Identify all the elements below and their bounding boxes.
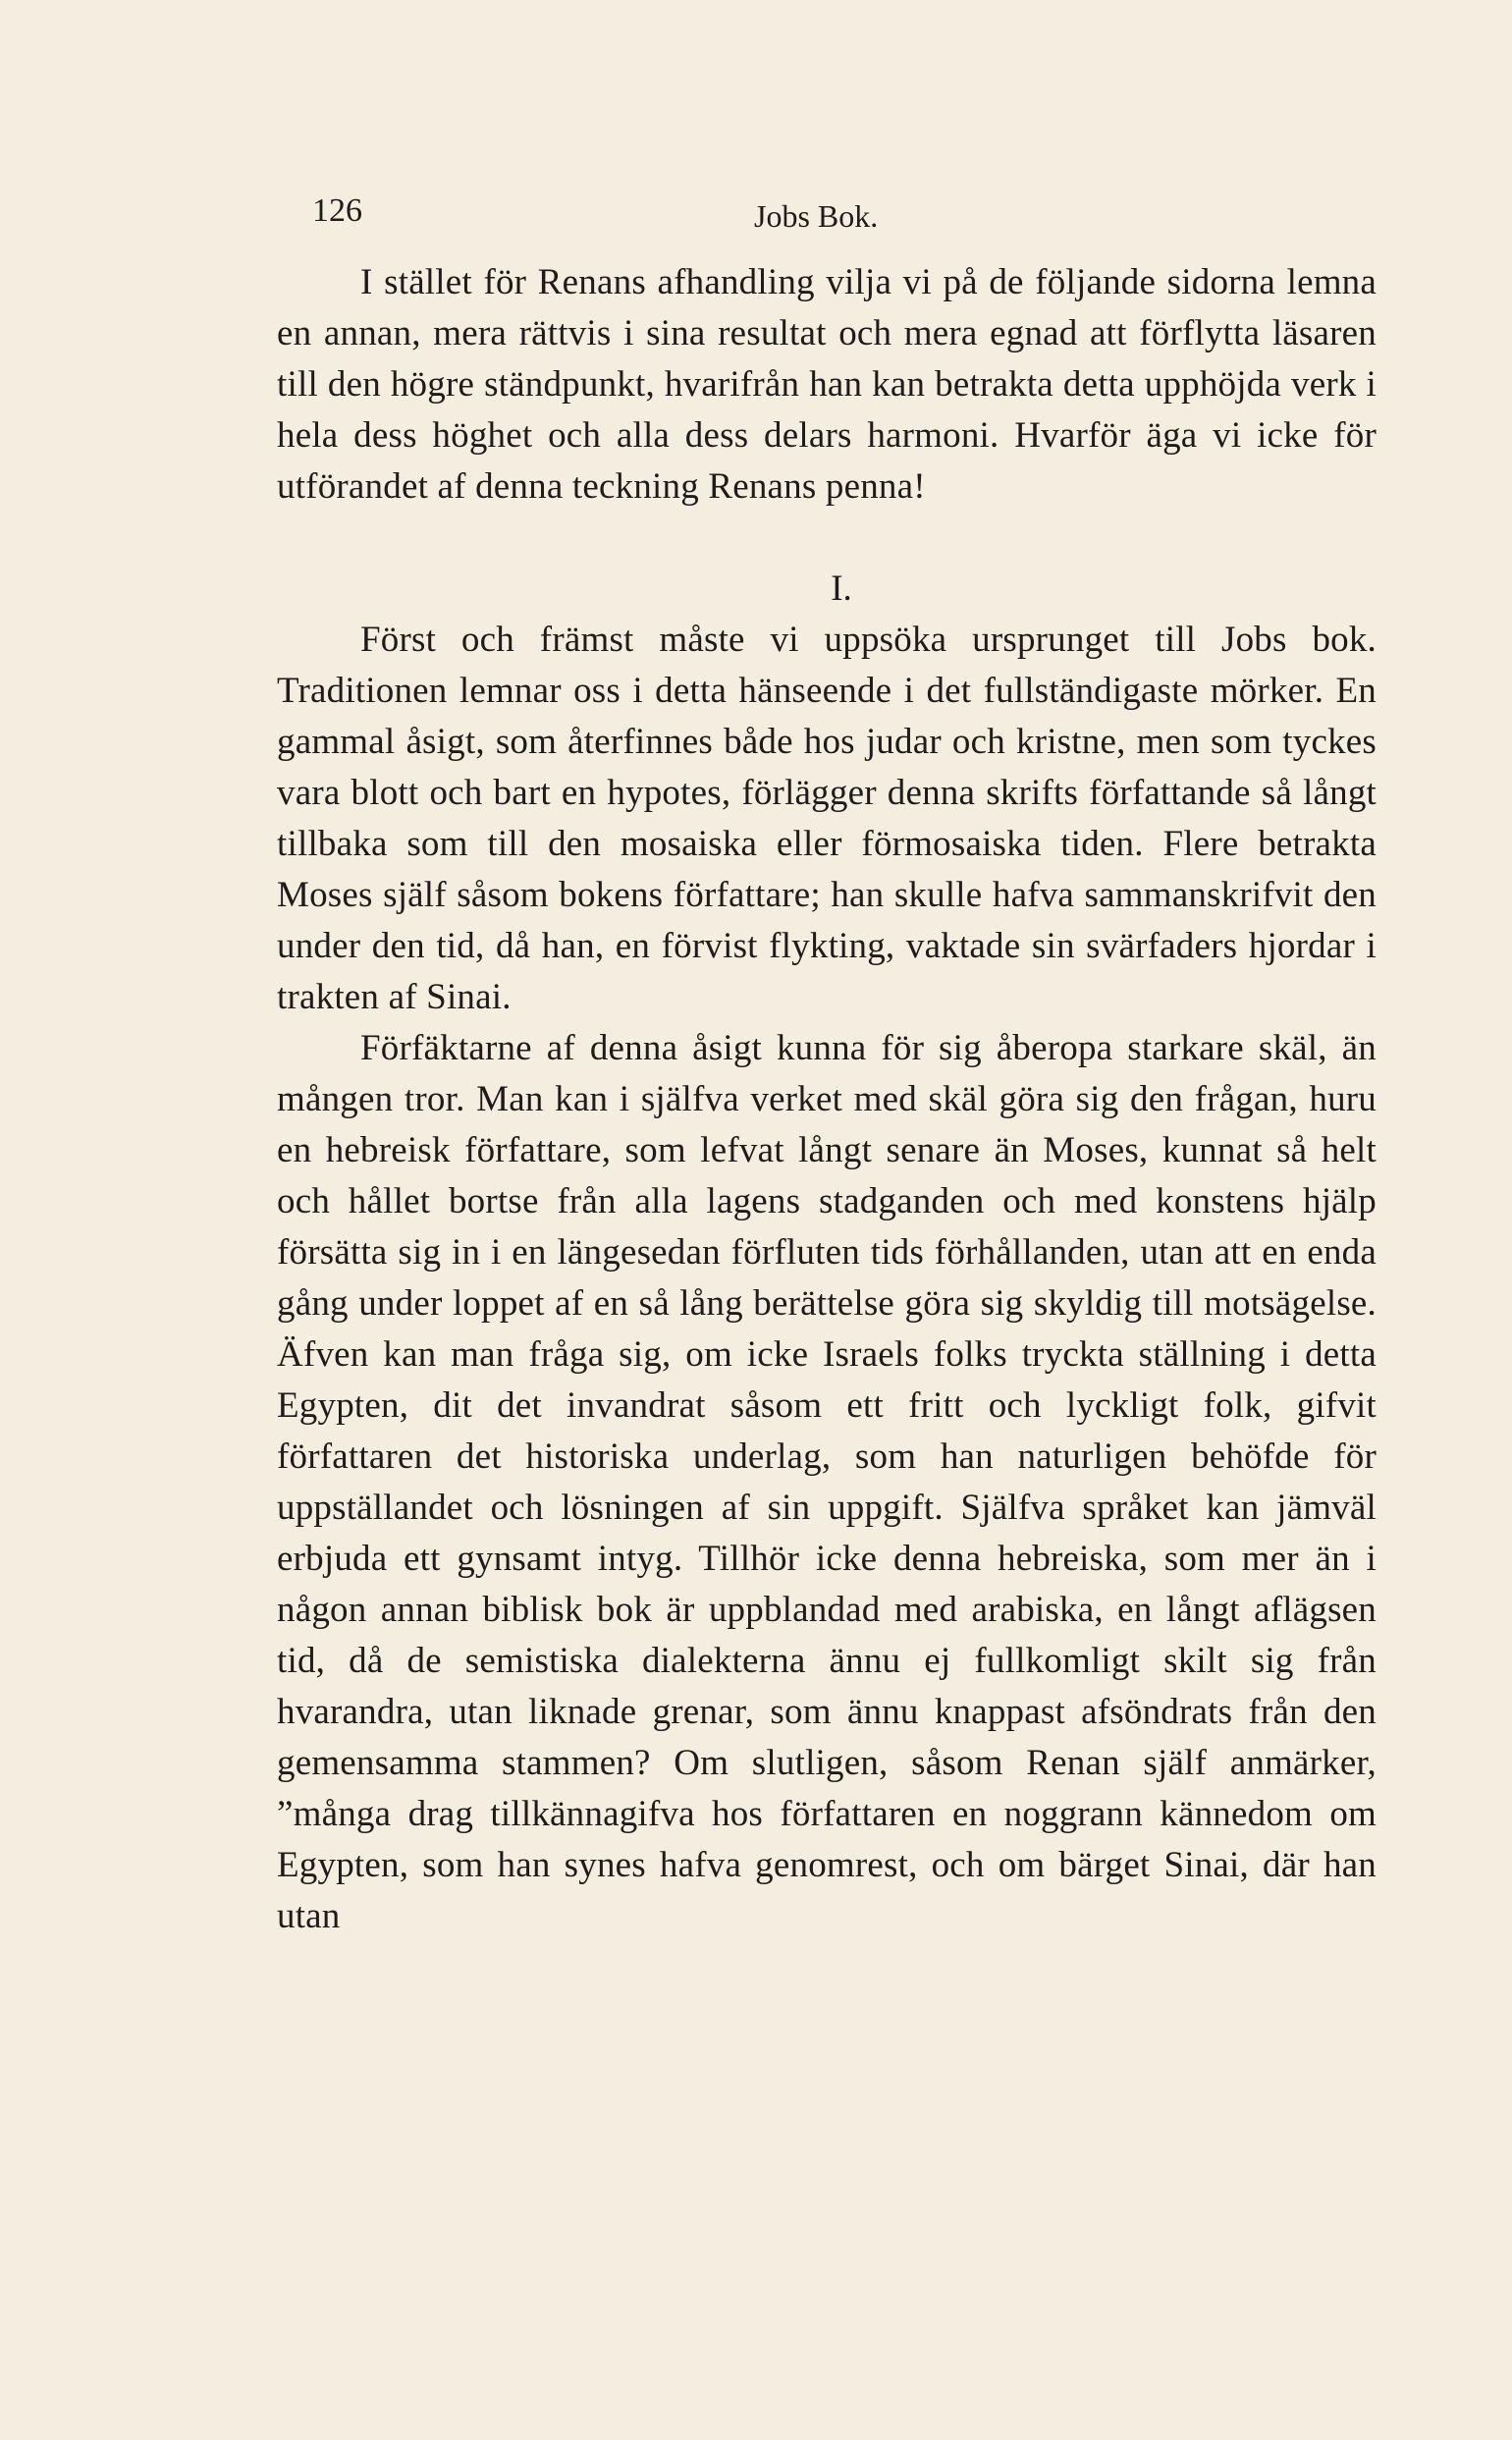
running-title: Jobs Bok. (754, 198, 879, 234)
page-number: 126 (312, 192, 362, 229)
section-paragraph: Förfäktarne af denna åsigt kunna för sig åberopa starkare skäl, än mången tror. Man kan i själfva verket med skäl göra sig den frågan, huru en hebreisk författare, som lefvat långt senare än Moses, kunnat så helt och hållet bortse från alla lagens stadganden och med konstens hjälp försätta sig in i en längesedan förfluten tids förhållanden, utan att en enda gång under loppet af en så lång berättelse göra sig skyldig till motsägelse. Äfven kan man fråga sig, om icke Israels folks tryckta ställning i detta Egypten, dit det invandrat såsom ett fritt och lyckligt folk, gifvit författaren det historiska underlag, som han naturligen behöfde för uppställandet och lösningen af sin uppgift. Själfva språket kan jämväl erbjuda ett gynsamt intyg. Tillhör icke denna hebreiska, som mer än i någon annan biblisk bok är uppblandad med arabiska, en långt aflägsen tid, då de semistiska dialekterna ännu ej fullkomligt skilt sig från hvarandra, utan liknade grenar, som ännu knappast afsöndrats från den gemensamma stammen? Om slutligen, såsom Renan själf anmärker, ”många drag tillkännagifva hos författaren en noggrann kännedom om Egypten, som han synes hafva genomrest, och om bärget Sinai, där han utan (277, 1028, 1377, 1936)
section-paragraph: Först och främst måste vi uppsöka ursprunget till Jobs bok. Traditionen lemnar oss i detta hänseende i det fullständigaste mörker. En gammal åsigt, som återfinnes både hos judar och kristne, men som tyckes vara blott och bart en hypotes, förlägger denna skrifts författande så långt tillbaka som till den mosaiska eller förmosaiska tiden. Flere betrakta Moses själf såsom bokens författare; han skulle hafva sammanskrifvit den under den tid, då han, en förvist flykting, vaktade sin svärfaders hjordar i trakten af Sinai. (277, 620, 1377, 1017)
intro-paragraph: I stället för Renans afhandling vilja vi på de följande sidorna lemna en annan, mera rättvis i sina resultat och mera egnad att förflytta läsaren till den högre ständpunkt, hvarifrån han kan betrakta detta upphöjda verk i hela dess höghet och alla dess delars harmoni. Hvarför äga vi icke för utförandet af denna teckning Renans penna! (277, 262, 1377, 507)
page-header (312, 192, 1363, 242)
section-numeral: I. (831, 569, 852, 609)
body-text (277, 257, 1377, 1942)
